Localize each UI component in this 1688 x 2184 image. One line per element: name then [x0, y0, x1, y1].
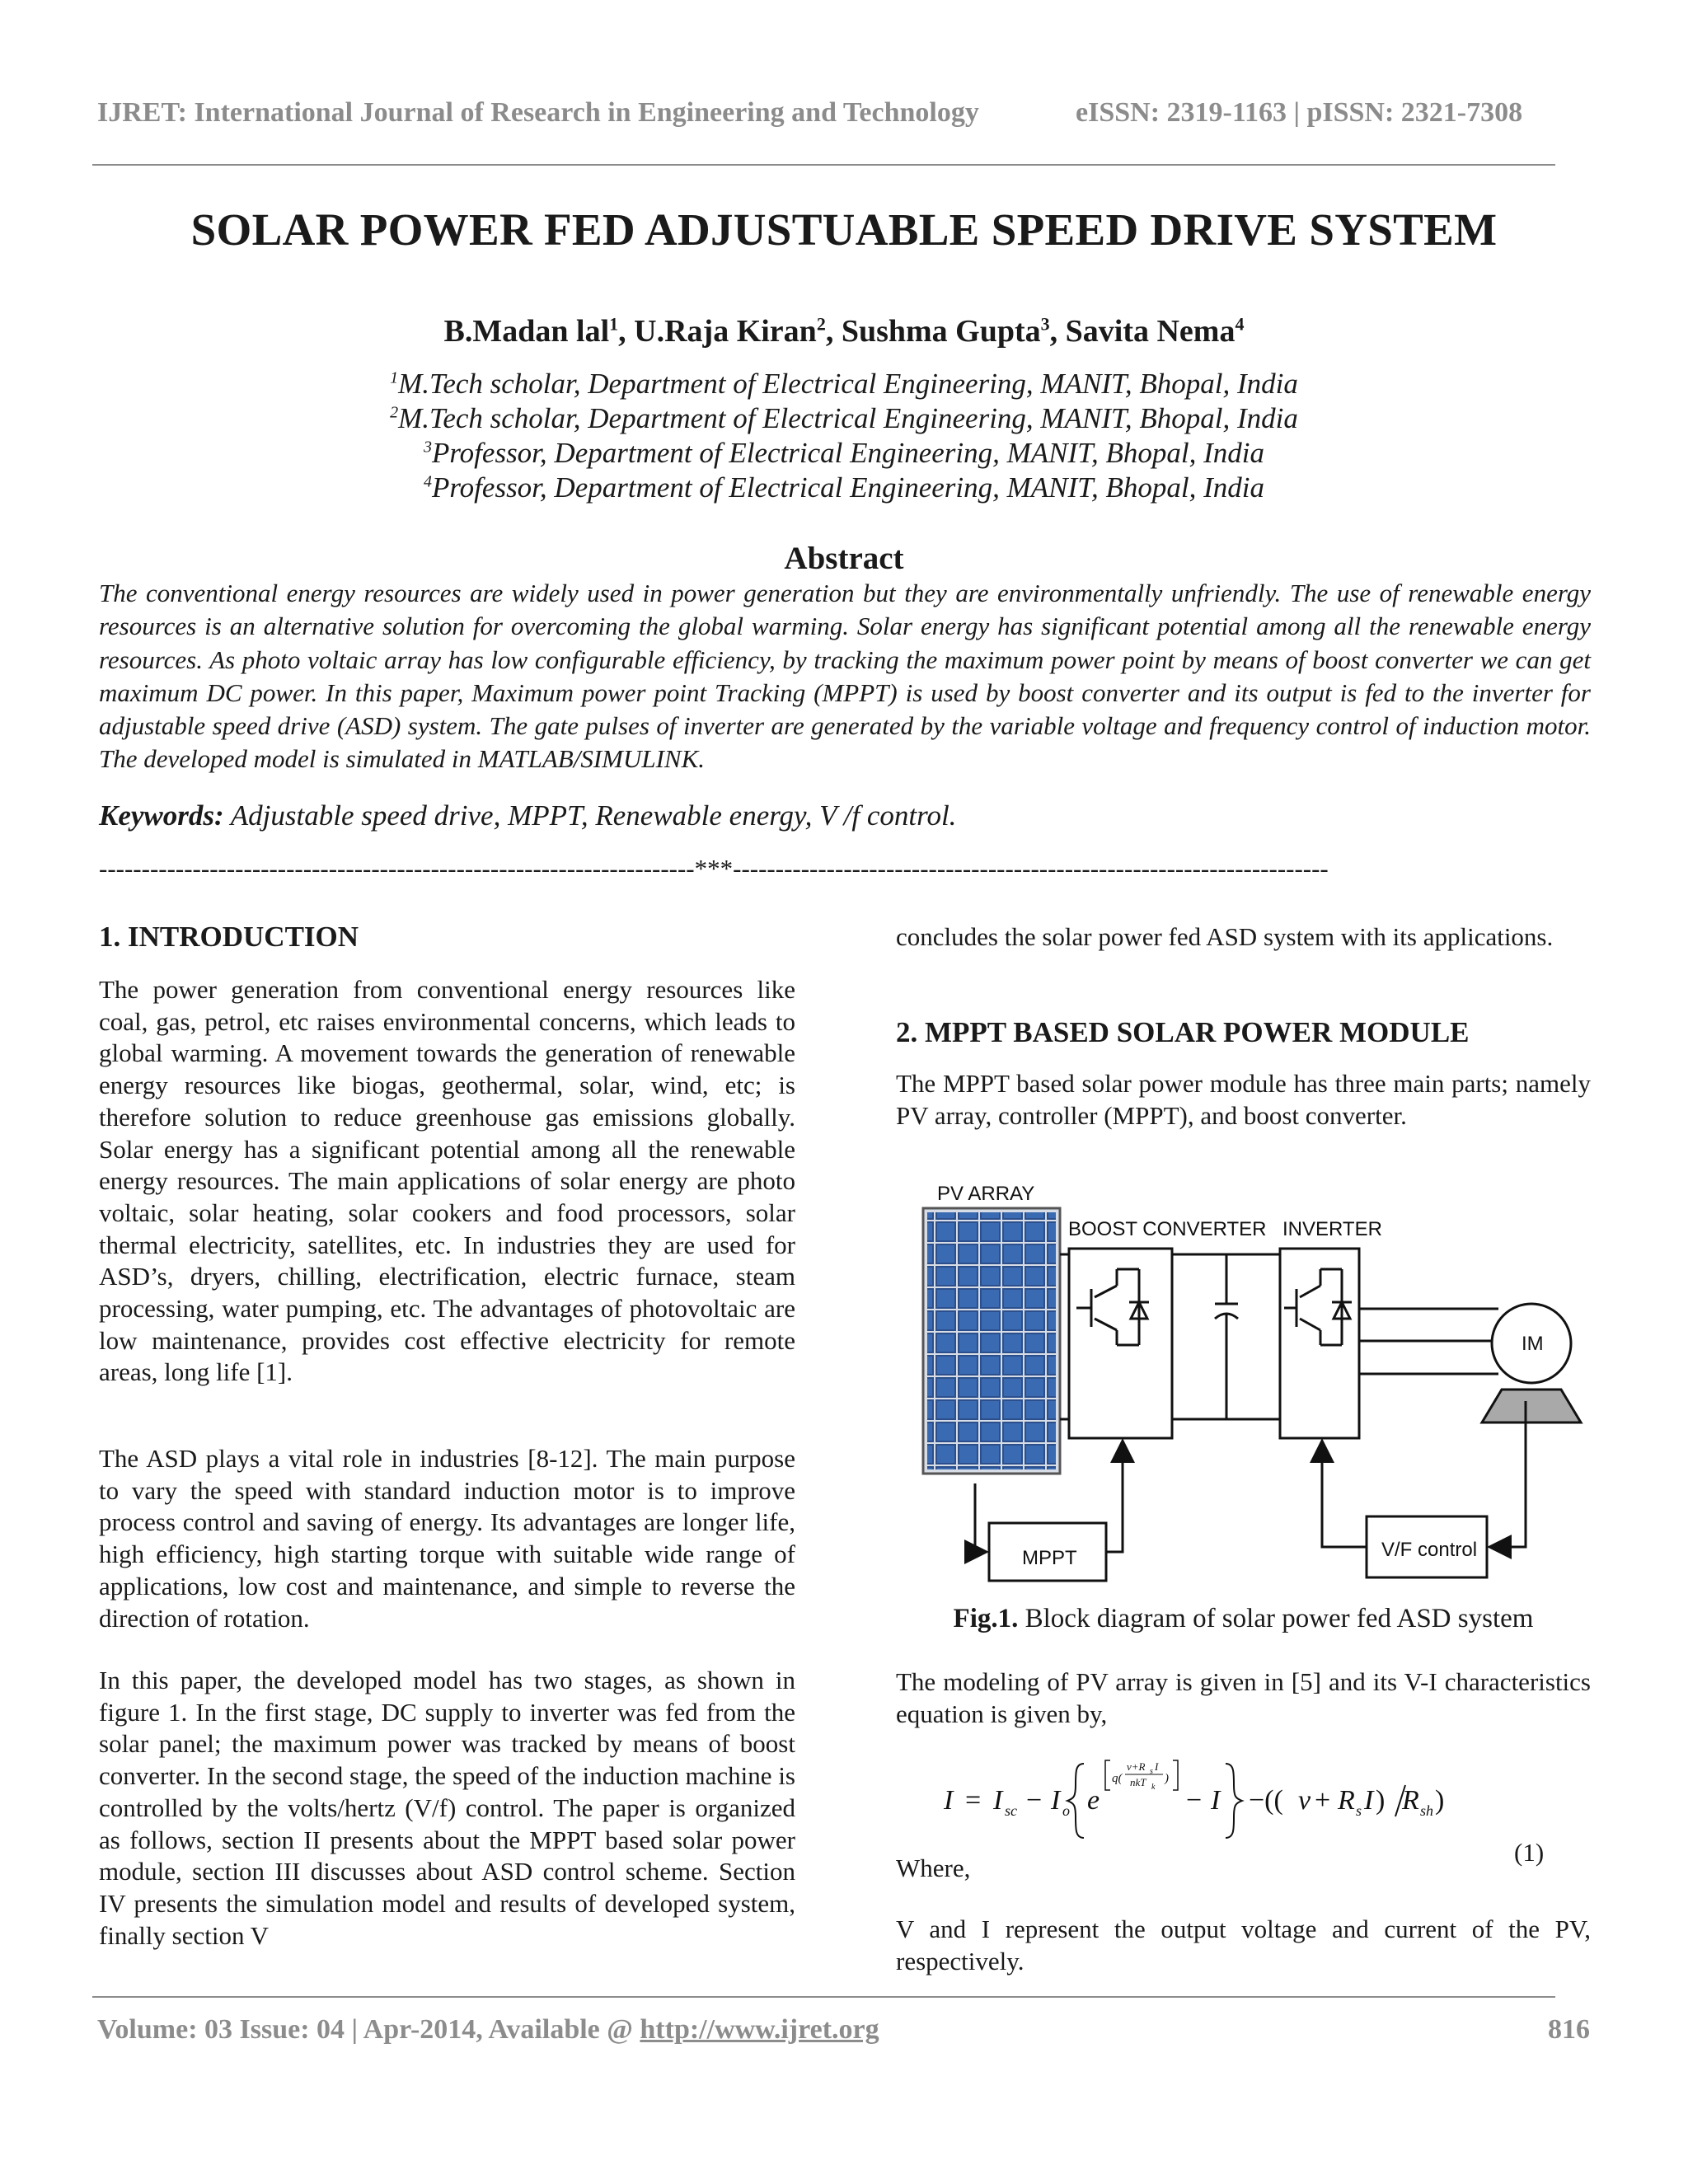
svg-text:s: s — [1356, 1802, 1362, 1819]
svg-text:nkT: nkT — [1130, 1776, 1146, 1788]
keywords-text: Adjustable speed drive, MPPT, Renewable energy, V /f control. — [223, 799, 957, 832]
abstract-text: The conventional energy resources are widely used in power generation but they are environmentally unfriendly. The use of renewable energy resources is an alternative solution for overcoming the global warming. Solar energy has significant potential among all the renewable energy resources. As photo voltaic array has low configurable efficiency, by tracking the maximum power point by means of boost converter we can get maximum DC power. In this paper, Maximum power point Tracking (MPPT) is used by boost converter and its output is fed to the inverter for adjustable speed drive (ASD) system. The gate pulses of inverter are generated by the variable voltage and frequency control of induction motor. The developed model is simulated in MATLAB/SIMULINK. — [99, 579, 1591, 774]
intro-paragraph-2: The ASD plays a vital role in industries [8-12]. The main purpose to vary the speed with standard induction motor is to improve process control and saving of energy. Its advantages are longer life, high efficiency, high starting torque with suitable wide range of applications, low cost and maintenance, and simple to reverse the direction of rotation. — [99, 1444, 795, 1633]
footer-volume — [97, 2014, 879, 2046]
svg-text:I: I — [1211, 1785, 1221, 1816]
issn-header: eISSN: 2319-1163 | pISSN: 2321-7308 — [1076, 97, 1523, 128]
solar-panel-icon — [923, 1208, 1060, 1474]
author-name: B.Madan lal — [443, 314, 610, 349]
svg-text:): ) — [1376, 1785, 1386, 1816]
svg-text:): ) — [1165, 1772, 1169, 1785]
equation-1 — [935, 1747, 1447, 1850]
page-number: 816 — [1548, 2014, 1590, 2045]
three-phase-lines — [1359, 1309, 1498, 1374]
footer-rule — [92, 1996, 1555, 1998]
section-heading-introduction: 1. INTRODUCTION — [99, 921, 359, 953]
affiliation-sup: 4 — [423, 472, 432, 491]
pv-array-label: PV ARRAY — [937, 1183, 1035, 1205]
affiliation — [0, 368, 1688, 401]
abstract-heading: Abstract — [784, 541, 904, 576]
svg-text:sc: sc — [1005, 1802, 1017, 1819]
svg-text:v+R: v+R — [1127, 1760, 1146, 1773]
affiliation-text: M.Tech scholar, Department of Electrical Engineering, MANIT, Bhopal, India — [398, 368, 1298, 400]
author-name: Sushma Gupta — [841, 314, 1041, 349]
author-list: B.Madan lal$^1$, U.Raja Kiran$^2$, Sushma Gupta$^3$, Savita Nema$^4$ — [443, 313, 1245, 349]
svg-text:k: k — [1151, 1783, 1156, 1792]
svg-text:sh: sh — [1420, 1802, 1434, 1819]
svg-text:I: I — [944, 1785, 954, 1816]
svg-text:v: v — [1298, 1785, 1311, 1816]
mppt-paragraph-3: V and I represent the output voltage and current of the PV, respectively. — [896, 1915, 1591, 1975]
author-sup: 4 — [1235, 313, 1245, 335]
affiliation-text: Professor, Department of Electrical Engineering, MANIT, Bhopal, India — [431, 471, 1264, 504]
footer-volume-text: Volume: 03 Issue: 04 | Apr-2014, Available @ — [97, 2014, 640, 2045]
svg-text:−: − — [1186, 1785, 1203, 1816]
figure-caption-label: Fig.1. — [953, 1604, 1019, 1633]
dc-link-capacitor — [1172, 1254, 1280, 1419]
svg-text:R: R — [1338, 1785, 1355, 1816]
section-separator: ----------------------------------------------------------------------***---------------------------------------------------------------------- — [99, 854, 1329, 883]
svg-text:R: R — [1402, 1785, 1419, 1816]
affiliation-sup: 3 — [423, 438, 432, 457]
journal-link[interactable]: http://www.ijret.org — [640, 2014, 879, 2045]
affiliation — [0, 402, 1688, 435]
author-name: U.Raja Kiran — [634, 314, 817, 349]
keywords — [99, 799, 956, 832]
affiliation-sup: 1 — [390, 368, 399, 387]
motor-label: IM — [1522, 1333, 1544, 1355]
affiliation-sup: 2 — [390, 403, 399, 422]
boost-converter-label: BOOST CONVERTER — [1068, 1218, 1267, 1240]
svg-text:s: s — [1150, 1767, 1153, 1776]
mppt-paragraph-2: The modeling of PV array is given in [5] and its V-I characteristics equation is given by, — [896, 1667, 1591, 1728]
intro-paragraph-3: In this paper, the developed model has two stages, as shown in figure 1. In the first stage, DC supply to inverter was fed from the solar panel; the maximum power was tracked by means of boost converter. In the second stage, the speed of the induction machine is controlled by the volts/hertz (V/f) control. The paper is organized as follows, section II presents about the MPPT based solar power module, section III discusses about ASD control scheme. Section IV presents the simulation model and results of developed system, finally section V — [99, 1666, 795, 1950]
svg-text:−: − — [1026, 1785, 1043, 1816]
affiliation — [0, 471, 1688, 504]
keywords-label: Keywords: — [99, 799, 224, 832]
author-name: Savita Nema — [1065, 314, 1236, 349]
section-heading-mppt: 2. MPPT BASED SOLAR POWER MODULE — [896, 1016, 1470, 1048]
author-sup: 1 — [609, 313, 619, 335]
affiliation-text: M.Tech scholar, Department of Electrical Engineering, MANIT, Bhopal, India — [398, 402, 1298, 434]
svg-text:e: e — [1087, 1785, 1100, 1816]
svg-text:+: + — [1315, 1785, 1331, 1816]
boost-converter-block — [1069, 1249, 1172, 1438]
intro-paragraph-3-continued: concludes the solar power fed ASD system with its applications. — [896, 922, 1554, 951]
inverter-label: INVERTER — [1282, 1218, 1382, 1240]
svg-text:q(: q( — [1112, 1772, 1123, 1785]
svg-text:I: I — [1051, 1785, 1061, 1816]
affiliation-text: Professor, Department of Electrical Engineering, MANIT, Bhopal, India — [431, 437, 1264, 469]
author-sup: 2 — [816, 313, 826, 335]
block-diagram — [890, 1154, 1599, 1599]
svg-text:I: I — [1364, 1785, 1374, 1816]
affiliation — [0, 437, 1688, 470]
mppt-label: MPPT — [1022, 1547, 1077, 1569]
intro-paragraph-1: The power generation from conventional energy resources like coal, gas, petrol, etc raises environmental concerns, which leads to global warming. A movement towards the generation of renewable energy resources like biogas, geothermal, solar, wind, etc; is therefore solution to reduce greenhouse gas emissions globally. Solar energy has a significant potential among all the renewable energy resources. The main applications of solar energy are photo voltaic, solar heating, solar cookers and food processors, solar thermal electricity, satellites, etc. In industries they are used for ASD’s, dryers, chilling, electrification, electric furnace, steam processing, water pumping, etc. The advantages of photovoltaic are low maintenance, provides cost effective electricity for remote areas, long life [1]. — [99, 975, 795, 1387]
svg-text:): ) — [1435, 1785, 1445, 1816]
author-sup: 3 — [1040, 313, 1050, 335]
paper-title: SOLAR POWER FED ADJUSTUABLE SPEED DRIVE SYSTEM — [190, 204, 1498, 255]
induction-motor — [1482, 1304, 1581, 1422]
figure-caption — [896, 1604, 1591, 1634]
where-label: Where, — [896, 1854, 971, 1882]
equation-number: (1) — [1514, 1838, 1545, 1867]
svg-text:o: o — [1062, 1802, 1070, 1819]
mppt-paragraph-1: The MPPT based solar power module has three main parts; namely PV array, controller (MPPT), and boost converter. — [896, 1069, 1591, 1130]
vf-control-label: V/F control — [1381, 1539, 1478, 1561]
header-rule — [92, 164, 1555, 166]
svg-text:−((: −(( — [1249, 1785, 1283, 1816]
svg-text:I: I — [993, 1785, 1003, 1816]
figure-caption-text: Block diagram of solar power fed ASD system — [1018, 1604, 1534, 1633]
inverter-block — [1280, 1249, 1359, 1438]
svg-text:I: I — [1155, 1760, 1159, 1773]
journal-header: IJRET: International Journal of Research in Engineering and Technology — [97, 97, 979, 128]
svg-text:=: = — [965, 1785, 982, 1816]
